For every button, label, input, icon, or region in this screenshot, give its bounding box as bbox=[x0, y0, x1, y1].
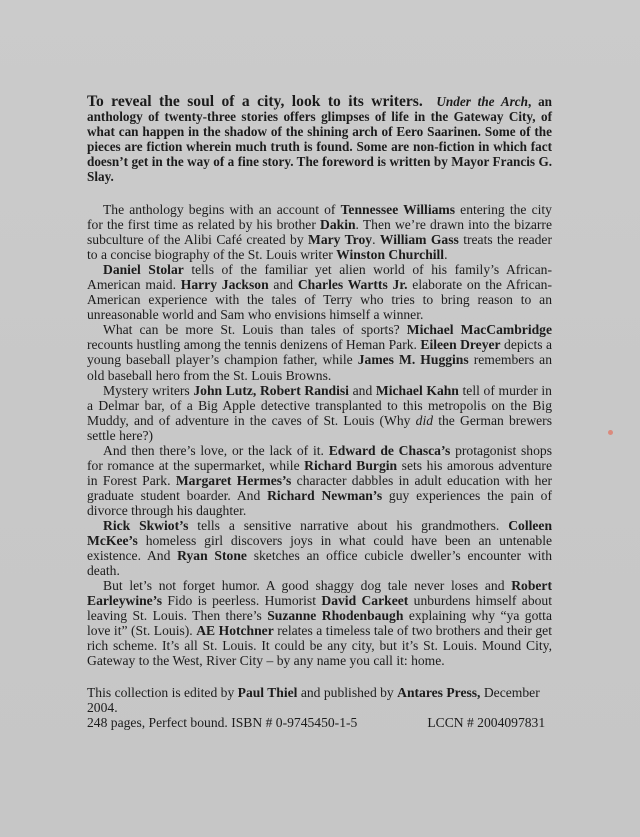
text: unburdens himself about leaving St. Louis. Then there’s bbox=[87, 593, 552, 624]
author-name: Ryan Stone bbox=[177, 548, 247, 564]
intro-lead: To reveal the soul of a city, look to its writers. bbox=[87, 93, 423, 110]
text: This collection is edited by bbox=[87, 685, 238, 701]
paragraph-5 bbox=[87, 443, 552, 518]
text: The anthology begins with an account of bbox=[103, 202, 341, 217]
author-name: John Lutz, Robert Randisi bbox=[193, 382, 349, 398]
text: . bbox=[372, 232, 380, 248]
text: tell of murder in a Delmar bar, of a Big Apple detective transplanted to this metropolis on the Big Muddy, and of adventure in the caves of St. Louis (Why bbox=[87, 382, 552, 428]
text: entering the city for the first time as related by his brother bbox=[87, 202, 552, 233]
text: treats the reader to a concise biography of the St. Louis writer bbox=[87, 232, 552, 263]
book-title: Under the Arch bbox=[436, 94, 528, 109]
editor-name: Paul Thiel bbox=[237, 685, 298, 701]
text: But let’s not forget humor. A good shaggy dog tale never loses and bbox=[103, 578, 512, 594]
text: What can be more St. Louis than tales of sports? bbox=[103, 322, 407, 338]
paragraph-1 bbox=[87, 202, 552, 262]
text: character dabbles in adult education with her graduate student boarder. And bbox=[87, 472, 553, 503]
text: Mystery writers bbox=[103, 382, 194, 398]
author-name: Winston Churchill bbox=[336, 247, 445, 263]
author-name: Michael MacCambridge bbox=[406, 322, 552, 338]
text: and published by bbox=[297, 685, 398, 701]
author-name: Colleen McKee’s bbox=[87, 517, 552, 549]
author-name: Daniel Stolar bbox=[103, 262, 184, 278]
text: Fido is peerless. Humorist bbox=[162, 593, 322, 609]
paragraph-6 bbox=[87, 518, 552, 578]
text: homeless girl discovers joys in what could have been an untenable existence. And bbox=[87, 533, 552, 564]
text: guy experiences the pain of divorce through his daughter. bbox=[87, 487, 552, 518]
author-name: Harry Jackson bbox=[180, 277, 269, 293]
paragraph-2 bbox=[87, 262, 552, 322]
body-text bbox=[87, 202, 552, 668]
text: depicts a young baseball player’s champion father, while bbox=[87, 337, 552, 368]
author-name: AE Hotchner bbox=[196, 623, 274, 639]
author-name: Richard Burgin bbox=[304, 457, 398, 473]
paragraph-3 bbox=[87, 322, 552, 382]
text: protagonist shops for romance at the supermarket, while bbox=[87, 442, 552, 473]
author-name: Dakin bbox=[320, 217, 356, 233]
text: And then there’s love, or the lack of it. bbox=[103, 442, 329, 458]
text: and bbox=[348, 382, 376, 398]
emphasis: did bbox=[415, 412, 434, 428]
text: sets his amorous adventure in Forest Park. bbox=[87, 457, 552, 488]
text: relates a timeless tale of two brothers and their get rich scheme. It’s all St. Louis. It could be any city, but it’s St. Louis. Mound City, Gateway to the West, River City – by any name you call it: home. bbox=[87, 623, 552, 669]
text-column bbox=[87, 94, 552, 730]
author-name: Mary Troy bbox=[308, 232, 373, 248]
author-name: Robert Earleywine’s bbox=[87, 578, 552, 609]
author-name: Suzanne Rhodenbaugh bbox=[267, 608, 404, 624]
publication-line-1 bbox=[87, 685, 552, 715]
paragraph-4 bbox=[87, 383, 552, 443]
text: . Then we’re drawn into the bizarre subculture of the Alibi Café created by bbox=[87, 217, 552, 248]
author-name: James M. Huggins bbox=[357, 352, 469, 368]
publication-info bbox=[87, 685, 552, 730]
text: and bbox=[268, 277, 298, 293]
author-name: David Carkeet bbox=[321, 593, 409, 609]
author-name: Richard Newman’s bbox=[267, 487, 383, 503]
red-speck bbox=[608, 430, 613, 435]
lccn-info: LCCN # 2004097831 bbox=[427, 715, 546, 731]
text: the German brewers settle here?) bbox=[87, 412, 553, 443]
isbn-info: 248 pages, Perfect bound. ISBN # 0-9745450-1-5 bbox=[87, 715, 358, 731]
paragraph-7 bbox=[87, 578, 552, 668]
text: recounts hustling among the tennis denizens of Heman Park. bbox=[87, 337, 421, 353]
text: elaborate on the African-American experience with the tales of Terry who tries to bring reason to an unreasonable world and Sam who envisions himself a winner. bbox=[87, 277, 552, 323]
publication-line-2 bbox=[87, 715, 552, 730]
author-name: Margaret Hermes’s bbox=[175, 472, 292, 488]
text: explaining why “ya gotta love it” (St. Louis). bbox=[87, 608, 552, 639]
author-name: Edward de Chasca’s bbox=[328, 442, 451, 458]
author-name: Rick Skwiot’s bbox=[103, 517, 189, 533]
text: remembers an old baseball hero from the St. Louis Browns. bbox=[87, 352, 552, 383]
intro-paragraph bbox=[87, 94, 552, 184]
publisher-name: Antares Press, bbox=[397, 685, 481, 701]
text: . bbox=[444, 247, 448, 263]
intro-text: , an anthology of twenty-three stories offers glimpses of life in the Gateway City, of what can happen in the shadow of the shining arch of Eero Saarinen. Some of the pieces are fiction wherein much truth is found. Some are non-fiction in which fact doesn’t get in the way of a fine story. The foreword is written by Mayor Francis G. Slay. bbox=[87, 94, 552, 184]
author-name: Eileen Dreyer bbox=[420, 337, 501, 353]
text: tells a sensitive narrative about his grandmothers. bbox=[188, 517, 509, 533]
text: sketches an office cubicle dweller’s encounter with death. bbox=[87, 548, 552, 579]
author-name: Tennessee Williams bbox=[340, 202, 456, 217]
author-name: Charles Wartts Jr. bbox=[297, 277, 408, 293]
author-name: William Gass bbox=[379, 232, 459, 248]
text: December 2004. bbox=[87, 685, 540, 716]
text: tells of the familiar yet alien world of his family’s African-American maid. bbox=[87, 262, 553, 293]
author-name: Michael Kahn bbox=[375, 382, 459, 398]
